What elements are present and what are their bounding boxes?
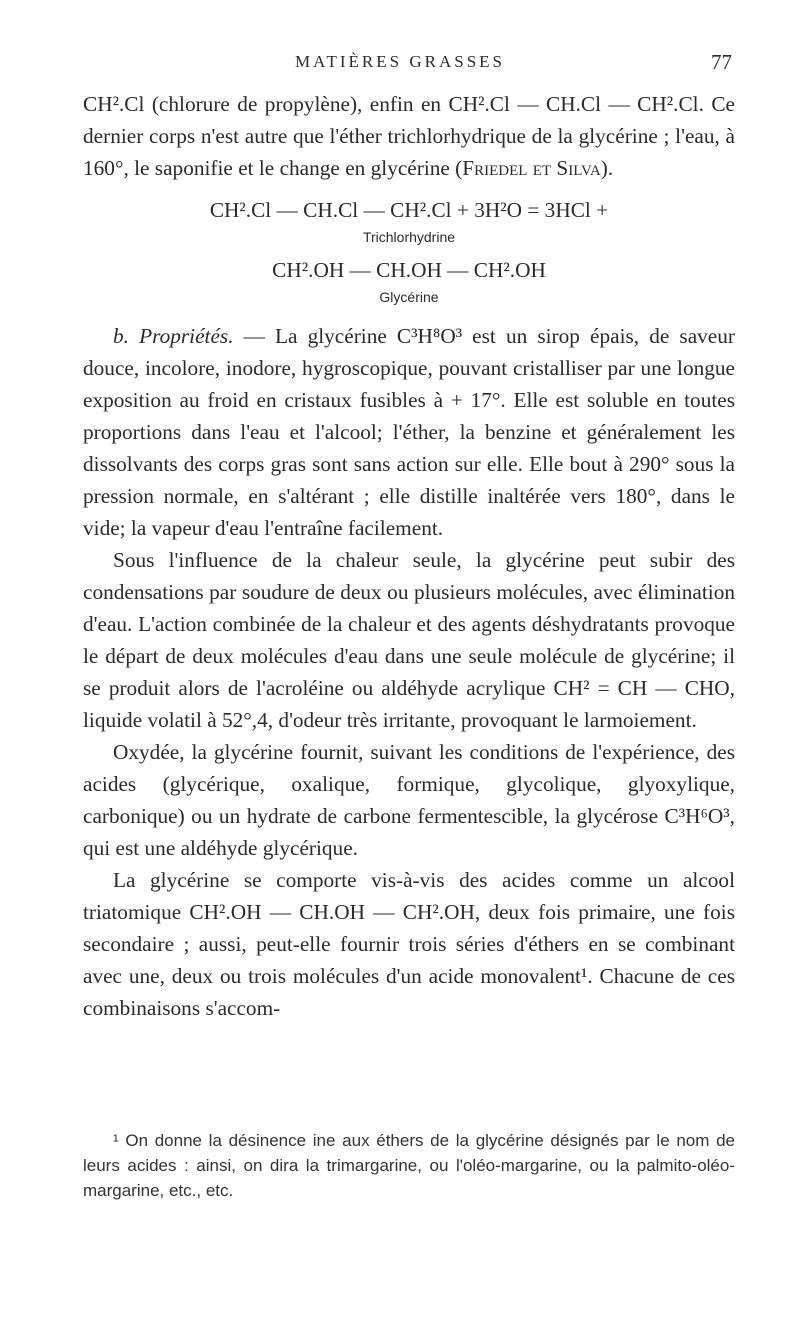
footnote (83, 1128, 735, 1203)
section-label: b. Propriétés. (113, 324, 234, 348)
paragraph-2: Sous l'influence de la chaleur seule, la glycérine peut subir des condensations par soudure de deux ou plusieurs molécules, avec élimination d'eau. L'action combinée de la chaleur et des agents déshydratants provoque le départ de deux molécules d'eau dans une seule molécule de glycérine; il se produit alors de l'acroléine ou aldéhyde acrylique CH² = CH — CHO, liquide volatil à 52°,4, d'odeur très irritante, provoquant le larmoiement. (83, 548, 735, 732)
intro-text: CH².Cl (chlorure de propylène), enfin en CH².Cl — CH.Cl — CH².Cl. Ce dernier corps n'est autre que l'éther trichlorhydrique de la glycérine ; l'eau, à 160°, le saponifie et le change en glycérine ( (83, 92, 735, 180)
body-text (83, 88, 735, 1024)
page-number: 77 (711, 50, 732, 74)
paragraph-3: Oxydée, la glycérine fournit, suivant les conditions de l'expérience, des acides (glycérique, oxalique, formique, glycolique, glyoxylique, carbonique) ou un hydrate de carbone fermentescible, la glycérose C³H⁶O³, qui est une aldéhyde glycérique. (83, 740, 735, 860)
running-title: MATIÈRES GRASSES (294, 52, 505, 71)
paragraph-1: — La glycérine C³H⁸O³ est un sirop épais, de saveur douce, incolore, inodore, hygroscopique, pouvant cristalliser par une longue exposition au froid en cristaux fusibles à + 17°. Elle est soluble en toutes proportions dans l'eau et l'alcool; l'éther, la benzine et généralement les dissolvants des corps gras sont sans action sur elle. Elle bout à 290° sous la pression normale, en s'altérant ; elle distille inaltérée vers 180°, dans le vide; la vapeur d'eau l'entraîne facilement. (83, 324, 736, 540)
intro-paragraph (83, 88, 735, 184)
footnote-text: ¹ On donne la désinence ine aux éthers de la glycérine désignés par le nom de leurs acides : ainsi, on dira la trimargarine, ou l'oléo-margarine, ou la palmito-oléo-margarine, etc., etc. (83, 1131, 735, 1200)
equation-2: CH².OH — CH.OH — CH².OH (272, 258, 546, 282)
running-head (0, 52, 800, 82)
properties-paragraph (83, 320, 735, 544)
paragraph-4: La glycérine se comporte vis-à-vis des acides comme un alcool triatomique CH².OH — CH.OH — CH².OH, deux fois primaire, une fois secondaire ; aussi, peut-elle fournir trois séries d'éthers en se combinant avec une, deux ou trois molécules d'un acide monovalent¹. Chacune de ces combinaisons s'accom- (83, 868, 735, 1020)
spacer (83, 308, 735, 320)
intro-end: ). (600, 156, 614, 180)
intro-authors: Friedel et Silva (462, 156, 601, 180)
spacer (83, 184, 735, 194)
equation-1: CH².Cl — CH.Cl — CH².Cl + 3H²O = 3HCl + (209, 198, 609, 222)
label-glycerine: Glycérine (379, 289, 439, 305)
label-trichlorhydrine: Trichlorhydrine (362, 229, 456, 245)
